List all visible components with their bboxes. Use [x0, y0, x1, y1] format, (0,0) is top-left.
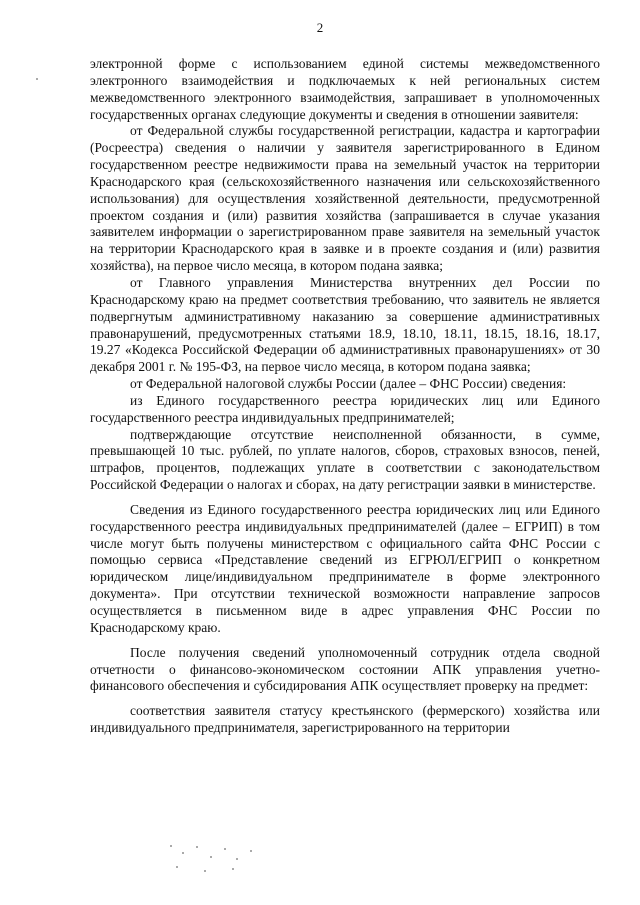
paragraph-rosreestr: от Федеральной службы государственной регистрации, кадастра и картографии (Росреестра) сведения о наличии у заявителя зарегистрированного в Едином государственном реестре недвижимости права на земельный участок на территории Краснодарского края (сельскохозяйственного назначения или сельскохозяйственного использования) для осуществления хозяйственной деятельности, предусмотренной проектом создания и (или) развития хозяйства (запрашивается в случае указания заявителем информации о зарегистрированном праве заявителя на земельный участок на территории Краснодарского края в заявке и в проекте создания и (или) развития хозяйства), на первое число месяца, в котором подана заявка; [90, 123, 600, 274]
document-body [90, 56, 600, 737]
paragraph-egrul: из Единого государственного реестра юридических лиц или Единого государственного реестра индивидуальных предпринимателей; [90, 392, 600, 425]
paragraph-mvd: от Главного управления Министерства внутренних дел России по Краснодарскому краю на предмет соответствия требованию, что заявитель не является подвергнутым административному наказанию за совершение административных правонарушений, предусмотренных статьями 18.9, 18.10, 18.11, 18.15, 18.16, 18.17, 19.27 «Кодекса Российской Федерации об административных правонарушениях» от 30 декабря 2001 г. № 195-ФЗ, на первое число месяца, в котором подана заявка; [90, 274, 600, 375]
paragraph-request-intro: электронной форме с использованием единой системы межведомственного электронного взаимодействия и подключаемых к ней региональных систем межведомственного электронного взаимодействия, запрашивает в уполномоченных государственных органах следующие документы и сведения в отношении заявителя: [90, 56, 600, 122]
paragraph-fns: от Федеральной налоговой службы России (далее – ФНС России) сведения: [130, 376, 567, 392]
paragraph-status-check: соответствия заявителя статусу крестьянского (фермерского) хозяйства или индивидуального предпринимателя, зарегистрированного на территории [90, 703, 600, 736]
page-number: 2 [316, 20, 324, 35]
paragraph-egrip-info: Сведения из Единого государственного реестра юридических лиц или Единого государственного реестра индивидуальных предпринимателей (далее – ЕГРИП) в том числе могут быть получены министерством с официального сайта ФНС России с помощью сервиса «Представление сведений из ЕГРЮЛ/ЕГРИП о конкретном юридическом лице/индивидуальном предпринимателе в форме электронного документа». При отсутствии технической возможности направление запросов осуществляется в письменном виде в адрес управления ФНС России по Краснодарскому краю. [90, 501, 600, 635]
paragraph-tax-debt: подтверждающие отсутствие неисполненной обязанности, в сумме, превышающей 10 тыс. рублей, по уплате налогов, сборов, страховых взносов, пеней, штрафов, процентов, подлежащих уплате в соответствии с законодательством Российской Федерации о налогах и сборах, на дату регистрации заявки в министерстве. [90, 426, 600, 493]
paragraph-verification: После получения сведений уполномоченный сотрудник отдела сводной отчетности о финансово-экономическом состоянии АПК управления учетно-финансового обеспечения и субсидирования АПК осуществляет проверку на предмет: [90, 644, 600, 694]
